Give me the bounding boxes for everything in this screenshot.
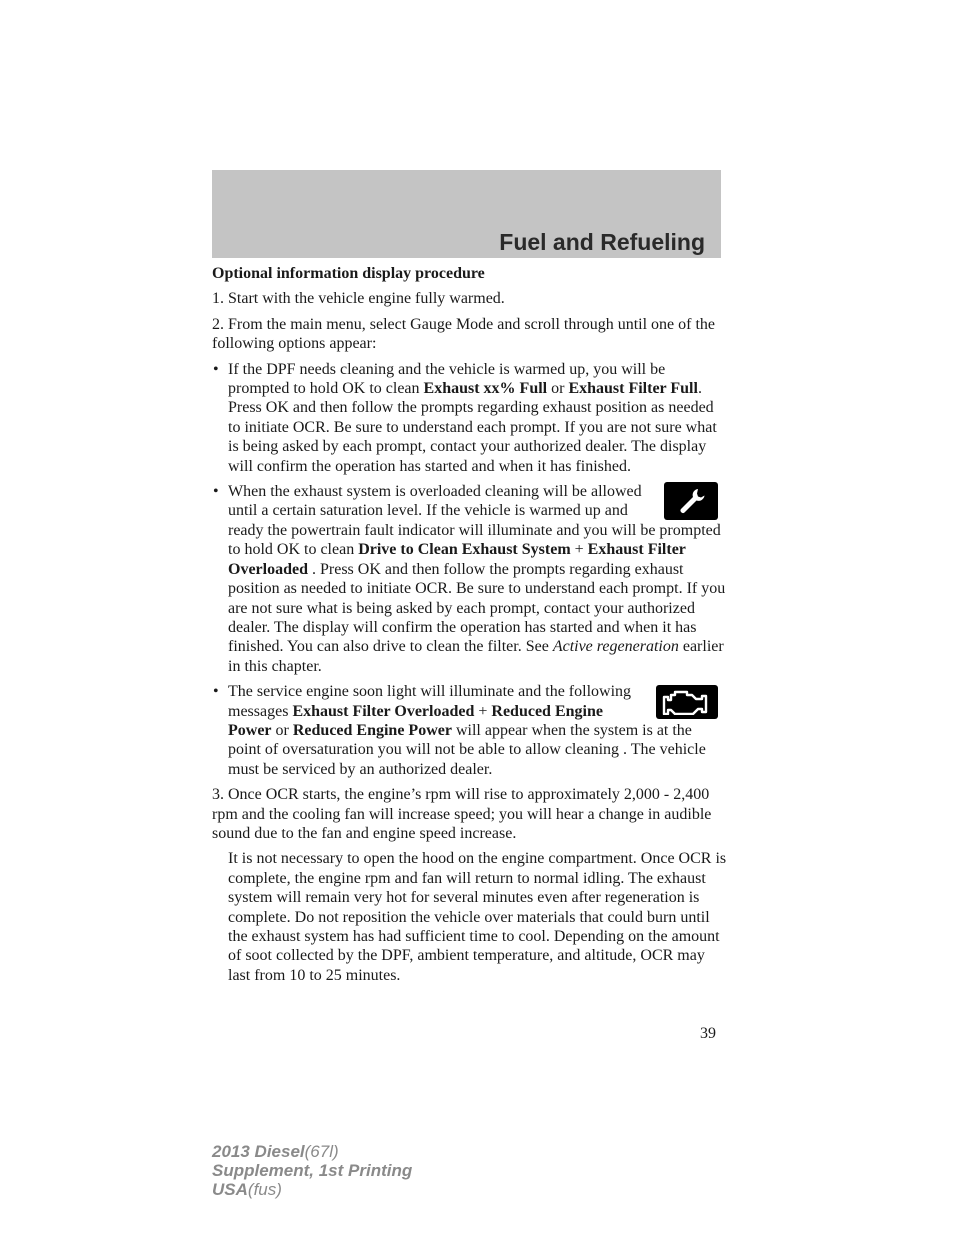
page-content <box>212 264 728 991</box>
message-exhaust-filter-overloaded: Exhaust Filter Overloaded <box>228 541 686 578</box>
section-header <box>212 170 721 258</box>
document-footer <box>212 1142 412 1199</box>
bullet-dot: • <box>213 360 219 378</box>
message-drive-to-clean: Drive to Clean Exhaust System <box>358 541 571 559</box>
message-exhaust-full: Exhaust xx% Full <box>423 380 548 398</box>
ocr-note: It is not necessary to open the hood on the engine compartment. Once OCR is complete, the engine rpm and fan will return to normal idling. The exhaust system will remain very hot for several minutes even after regeneration is complete. Do not reposition the vehicle over materials that could burn until the exhaust system has had sufficient time to cool. Depending on the amount of soot collected by the DPF, ambient temperature, and altitude, OCR may last from 10 to 25 minutes. <box>228 850 727 984</box>
section-title: Fuel and Refueling <box>499 229 705 255</box>
message-exhaust-filter-full: Exhaust Filter Full <box>568 380 698 398</box>
bullet-service-engine: • The service engine soon light will illuminate and the following messages Exhaust Filter Overloaded + Reduced Engine Power or Reduced Engine Power will appear when the system is at the point of oversaturation you will not be able to allow cleaning . The vehicle must be serviced by an authorized dealer. <box>212 682 728 779</box>
bullet-dot: • <box>213 483 219 501</box>
wrench-icon <box>664 482 718 520</box>
bullet-exhaust-overloaded: • When the exhaust system is overloaded cleaning will be allowed until a certain saturation level. If the vehicle is warmed up and ready the powertrain fault indicator will illuminate and you will be prompted to hold OK to clean Drive to Clean Exhaust System + Exhaust Filter Overloaded . Press OK and then follow the prompts regarding exhaust position as needed to initiate OCR. Be sure to understand each prompt. If you are not sure what is being asked by each prompt, contact your authorized dealer. The display will confirm the operation has started and when it has finished. You can also drive to clean the filter. See Active regeneration earlier in this chapter. <box>213 483 726 675</box>
message-reduced-engine-power: Reduced Engine Power <box>228 702 603 739</box>
footer-line-1: 2013 Diesel(67l) <box>212 1142 339 1161</box>
message-reduced-engine-power-2: Reduced Engine Power <box>292 721 452 739</box>
bullet-dot: • <box>213 683 219 701</box>
step-1: 1. Start with the vehicle engine fully warmed. <box>212 290 505 308</box>
footer-line-3: USA(fus) <box>212 1180 282 1199</box>
step-2: 2. From the main menu, select Gauge Mode and scroll through until one of the following options appear: <box>212 315 715 353</box>
bullet-dpf-cleaning: • If the DPF needs cleaning and the vehicle is warmed up, you will be prompted to hold OK to clean Exhaust xx% Full or Exhaust Filter Full. Press OK and then follow the prompts regarding exhaust position as needed to initiate OCR. Be sure to understand each prompt. If you are not sure what is being asked by each prompt, contact your authorized dealer. The display will confirm the operation has started and when it has finished. <box>213 360 717 475</box>
footer-line-2: Supplement, 1st Printing <box>212 1161 413 1180</box>
message-exhaust-filter-overloaded-2: Exhaust Filter Overloaded <box>292 702 475 720</box>
reference-active-regeneration: Active regeneration <box>552 638 679 656</box>
procedure-heading: Optional information display procedure <box>212 265 485 282</box>
page-number: 39 <box>700 1025 716 1042</box>
check-engine-icon <box>656 685 718 719</box>
step-3: 3. Once OCR starts, the engine’s rpm will rise to approximately 2,000 - 2,400 rpm and the cooling fan will increase speed; you will hear a change in audible sound due to the fan and engine speed increase. <box>212 786 712 842</box>
